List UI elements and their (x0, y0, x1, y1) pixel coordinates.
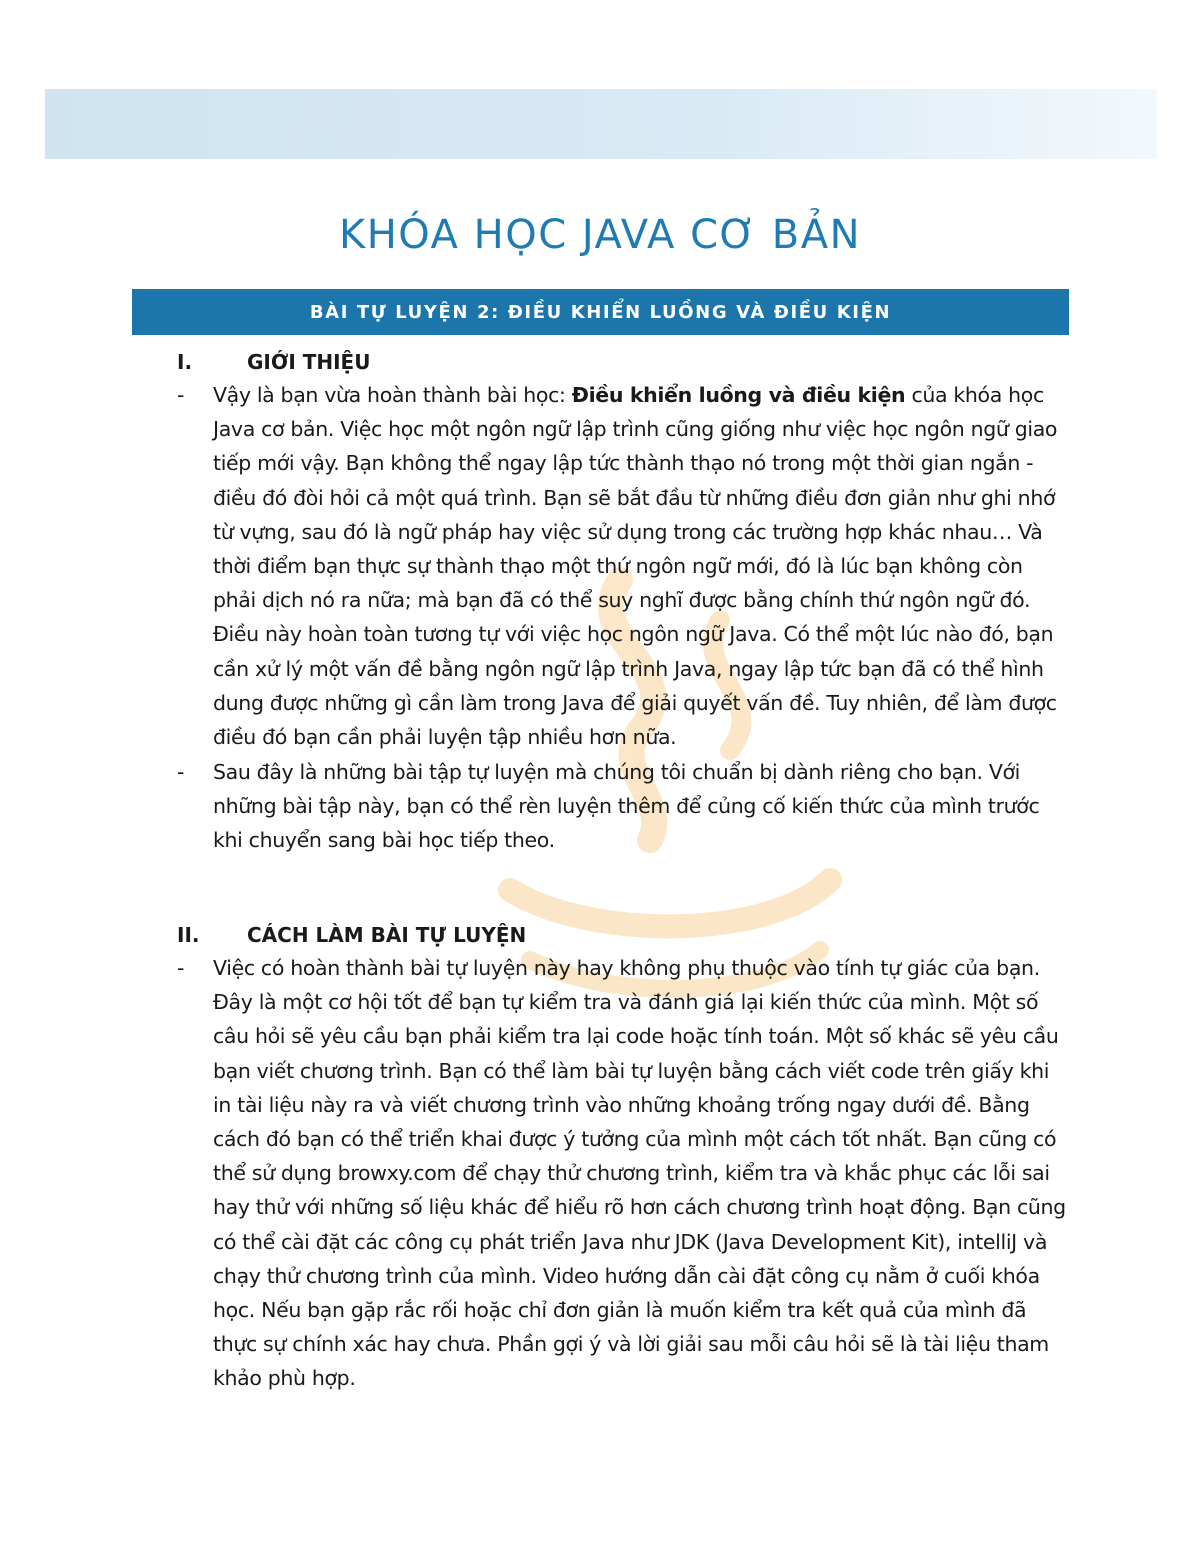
section-title: GIỚI THIỆU (247, 350, 371, 374)
bullet-dash: - (177, 956, 185, 980)
bullet-text-start: Vậy là bạn vừa hoàn thành bài học: (213, 383, 572, 407)
header-band (45, 89, 1157, 159)
bullet-dash: - (177, 383, 185, 407)
list-item (177, 951, 1067, 1396)
list-item (177, 755, 1067, 858)
bullet-dash: - (177, 760, 185, 784)
bullet-text-end: của khóa học Java cơ bản. Việc học một ngôn ngữ lập trình cũng giống như việc học ngôn ngữ giao tiếp mới vậy. Bạn không thể ngay lập tức thành thạo nó trong một thời gian ngắn - điều đó đòi hỏi cả một quá trình. Bạn sẽ bắt đầu từ những điều đơn giản như ghi nhớ từ vựng, sau đó là ngữ pháp hay việc sử dụng trong các trường hợp khác nhau… Và thời điểm bạn thực sự thành thạo một thứ ngôn ngữ mới, đó là lúc bạn không còn phải dịch nó ra nữa; mà bạn đã có thể suy nghĩ được bằng chính thứ ngôn ngữ đó. Điều này hoàn toàn tương tự với việc học ngôn ngữ Java. Có thể một lúc nào đó, bạn cần xử lý một vấn đề bằng ngôn ngữ lập trình Java, ngay lập tức bạn đã có thể hình dung được những gì cần làm trong Java để giải quyết vấn đề. Tuy nhiên, để làm được điều đó bạn cần phải luyện tập nhiều hơn nữa. (213, 383, 1058, 750)
section-heading-intro (177, 350, 370, 374)
bullet-text: Sau đây là những bài tập tự luyện mà chúng tôi chuẩn bị dành riêng cho bạn. Với những bài tập này, bạn có thể rèn luyện thêm để củng cố kiến thức của mình trước khi chuyển sang bài học tiếp theo. (213, 760, 1040, 853)
section-heading-how-to (177, 923, 526, 947)
section-number: I. (177, 350, 193, 374)
lesson-subtitle-bar (132, 289, 1069, 335)
lesson-subtitle: BÀI TỰ LUYỆN 2: ĐIỀU KHIỂN LUỒNG VÀ ĐIỀU KIỆN (309, 301, 892, 323)
list-item (177, 378, 1067, 754)
section-title: CÁCH LÀM BÀI TỰ LUYỆN (247, 923, 527, 947)
bullet-text (213, 378, 1067, 754)
bullet-text: Việc có hoàn thành bài tự luyện này hay không phụ thuộc vào tính tự giác của bạn. Đây là một cơ hội tốt để bạn tự kiểm tra và đánh giá lại kiến thức của mình. Một số câu hỏi sẽ yêu cầu bạn phải kiểm tra lại code hoặc tính toán. Một số khác sẽ yêu cầu bạn viết chương trình. Bạn có thể làm bài tự luyện bằng cách viết code trên giấy khi in tài liệu này ra và viết chương trình vào những khoảng trống ngay dưới đề. Bằng cách đó bạn có thể triển khai được ý tưởng của mình một cách tốt nhất. Bạn cũng có thể sử dụng browxy.com để chạy thử chương trình, kiểm tra và khắc phục các lỗi sai hay thử với những số liệu khác để hiểu rõ hơn cách chương trình hoạt động. Bạn cũng có thể cài đặt các công cụ phát triển Java như JDK (Java Development Kit), intelliJ và chạy thử chương trình của mình. Video hướng dẫn cài đặt công cụ nằm ở cuối khóa học. Nếu bạn gặp rắc rối hoặc chỉ đơn giản là muốn kiểm tra kết quả của mình đã thực sự chính xác hay chưa. Phần gợi ý và lời giải sau mỗi câu hỏi sẽ là tài liệu tham khảo phù hợp. (213, 956, 1066, 1391)
section-number: II. (177, 923, 200, 947)
bullet-text-bold: Điều khiển luồng và điều kiện (571, 383, 906, 407)
page-title: KHÓA HỌC JAVA CƠ BẢN (338, 212, 862, 258)
